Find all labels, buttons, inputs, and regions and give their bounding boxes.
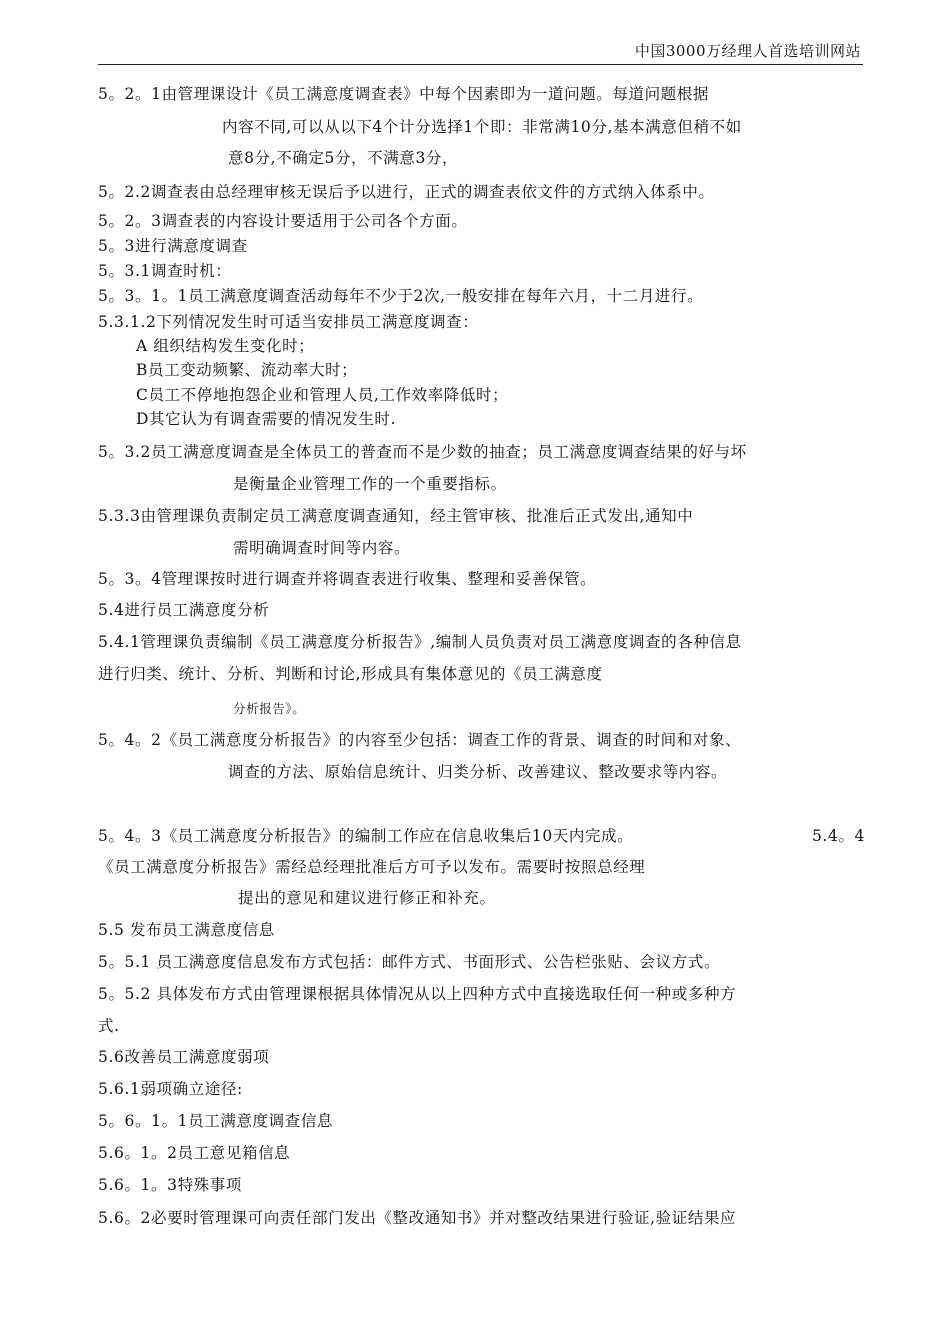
text-line: 意8分,不确定5分，不满意3分， (228, 149, 459, 167)
text-line: 5。6。1。1员工满意度调查信息 (98, 1112, 334, 1130)
text-line: 调查的方法、原始信息统计、归类分析、改善建议、整改要求等内容。 (228, 763, 728, 781)
text-line: 5.6。1。3特殊事项 (98, 1176, 242, 1194)
text-line: 内容不同,可以从以下4个计分选择1个即：非常满10分,基本满意但稍不如 (222, 118, 742, 136)
text-line: 5。2。1由管理课设计《员工满意度调查表》中每个因素即为一道问题。每道问题根据 (98, 85, 709, 103)
text-line: 式. (98, 1017, 120, 1035)
text-line: 5.3.3由管理课负责制定员工满意度调查通知，经主管审核、批准后正式发出,通知中 (98, 507, 694, 525)
list-item: D其它认为有调查需要的情况发生时. (136, 410, 397, 428)
text-line: 5。3.1调查时机： (98, 262, 232, 280)
header-site-title: 中国3000万经理人首选培训网站 (634, 42, 861, 60)
text-line: 5。3。1。1员工满意度调查活动每年不少于2次,一般安排在每年六月，十二月进行。 (98, 287, 704, 305)
text-line: 5。2。3调查表的内容设计要适用于公司各个方面。 (98, 212, 468, 230)
text-line: 进行归类、统计、分析、判断和讨论,形成具有集体意见的《员工满意度 (98, 665, 603, 683)
text-line: 5.4。4 (812, 827, 866, 845)
text-line: 分析报告》。 (233, 701, 306, 716)
text-line: 提出的意见和建议进行修正和补充。 (238, 889, 496, 907)
text-line: 5。4。3《员工满意度分析报告》的编制工作应在信息收集后10天内完成。 (98, 827, 634, 845)
list-item: A 组织结构发生变化时； (136, 337, 315, 355)
text-line: 5.4.1管理课负责编制《员工满意度分析报告》,编制人员负责对员工满意度调查的各种信息 (98, 633, 742, 651)
list-item: B员工变动频繁、流动率大时； (136, 361, 358, 379)
text-line: 5。3。4管理课按时进行调查并将调查表进行收集、整理和妥善保管。 (98, 570, 597, 588)
page-header (98, 40, 863, 65)
text-line: 是衡量企业管理工作的一个重要指标。 (233, 475, 507, 493)
text-line: 5.3.1.2下列情况发生时可适当安排员工满意度调查： (98, 313, 479, 331)
text-line: 5。3.2员工满意度调查是全体员工的普查而不是少数的抽查；员工满意度调查结果的好与坏 (98, 443, 747, 461)
text-line: 5。3进行满意度调查 (98, 237, 248, 255)
text-line: 5.6改善员工满意度弱项 (98, 1048, 270, 1066)
text-line: 需明确调查时间等内容。 (233, 539, 411, 557)
text-line: 5。5.1 员工满意度信息发布方式包括：邮件方式、书面形式、公告栏张贴、会议方式。 (98, 953, 721, 971)
text-line: 5.6。1。2员工意见箱信息 (98, 1144, 291, 1162)
text-line: 5.6。2必要时管理课可向责任部门发出《整改通知书》并对整改结果进行验证,验证结果应 (98, 1209, 737, 1227)
text-line: 5.4进行员工满意度分析 (98, 601, 270, 619)
list-item: C员工不停地抱怨企业和管理人员,工作效率降低时； (136, 386, 509, 404)
text-line: 5.5 发布员工满意度信息 (98, 921, 275, 939)
text-line: 5。2.2调查表由总经理审核无误后予以进行，正式的调查表依文件的方式纳入体系中。 (98, 183, 715, 201)
text-line: 5.6.1弱项确立途径: (98, 1080, 243, 1098)
text-line: 5。4。2《员工满意度分析报告》的内容至少包括：调查工作的背景、调查的时间和对象、 (98, 731, 742, 749)
text-line: 《员工满意度分析报告》需经总经理批准后方可予以发布。需要时按照总经理 (98, 858, 646, 876)
text-line: 5。5.2 具体发布方式由管理课根据具体情况从以上四种方式中直接选取任何一种或多种方 (98, 985, 737, 1003)
